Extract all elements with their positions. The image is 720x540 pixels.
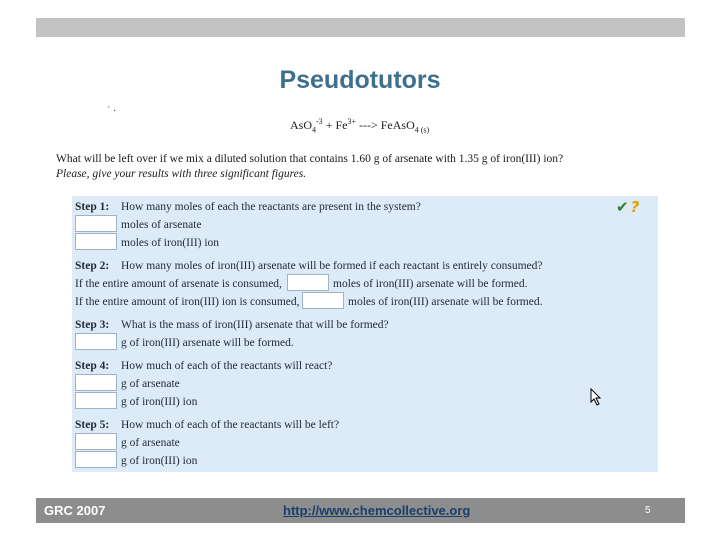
step2-row bbox=[75, 259, 543, 273]
step2-line2-prefix: If the entire amount of iron(III) ion is consumed, bbox=[75, 296, 300, 308]
instruction-text: Please, give your results with three significant figures. bbox=[56, 168, 307, 180]
arsenate-moles-label: moles of arsenate bbox=[121, 219, 202, 231]
iron-react-label: g of iron(III) ion bbox=[121, 396, 198, 408]
step2-line1-prefix: If the entire amount of arsenate is consumed, bbox=[75, 278, 282, 290]
question-text: What will be left over if we mix a diluted solution that contains 1.60 g of arsenate with 1.35 g of iron(III) ion? bbox=[56, 153, 564, 165]
step5-question: How much of each of the reactants will be left? bbox=[121, 419, 340, 431]
feedback-icons bbox=[616, 199, 639, 216]
iron-left-label: g of iron(III) ion bbox=[121, 455, 198, 467]
arsenate-formula: AsO bbox=[290, 118, 313, 132]
arsenate-product-input[interactable] bbox=[287, 274, 329, 291]
slide-title: Pseudotutors bbox=[279, 66, 441, 94]
step4-row bbox=[75, 359, 332, 373]
iron-moles-input[interactable] bbox=[75, 233, 117, 250]
product-mass-input[interactable] bbox=[75, 333, 117, 350]
header-bar bbox=[36, 18, 685, 37]
footer-link[interactable]: http://www.chemcollective.org bbox=[283, 503, 471, 518]
page-number: 5 bbox=[645, 505, 651, 516]
iron-moles-label: moles of iron(III) ion bbox=[121, 237, 220, 249]
question-mark-icon[interactable]: ? bbox=[630, 198, 640, 216]
step4-label: Step 4: bbox=[75, 360, 110, 372]
step1-question: How many moles of each the reactants are present in the system? bbox=[121, 201, 421, 213]
step1-row bbox=[75, 200, 421, 214]
footer-conference: GRC 2007 bbox=[44, 503, 106, 518]
iron-formula: + Fe bbox=[322, 118, 348, 132]
arsenate-moles-input[interactable] bbox=[75, 215, 117, 232]
arsenate-left-input[interactable] bbox=[75, 433, 117, 450]
footer-bar bbox=[36, 498, 685, 523]
arsenate-left-label: g of arsenate bbox=[121, 437, 180, 449]
step5-row bbox=[75, 418, 339, 432]
step3-question: What is the mass of iron(III) arsenate that will be formed? bbox=[121, 319, 389, 331]
arsenate-subscript: 4 bbox=[312, 125, 317, 135]
step2-line2-suffix: moles of iron(III) arsenate will be formed. bbox=[348, 296, 543, 308]
product-formula: ---> FeAsO bbox=[355, 118, 415, 132]
step2-question: How many moles of iron(III) arsenate will be formed if each reactant is entirely consumed? bbox=[121, 260, 543, 272]
step2-label: Step 2: bbox=[75, 260, 110, 272]
step4-question: How much of each of the reactants will react? bbox=[121, 360, 333, 372]
reaction-equation bbox=[290, 117, 429, 134]
checkmark-icon[interactable]: ✔ bbox=[616, 198, 629, 216]
step1-label: Step 1: bbox=[75, 201, 110, 213]
product-subscript: 4 (s) bbox=[414, 125, 430, 135]
step2-line1-suffix: moles of iron(III) arsenate will be formed. bbox=[333, 278, 528, 290]
iron-react-input[interactable] bbox=[75, 392, 117, 409]
arsenate-charge: -3 bbox=[316, 117, 323, 126]
iron-product-input[interactable] bbox=[302, 292, 344, 309]
problem-statement bbox=[56, 152, 563, 182]
product-mass-label: g of iron(III) arsenate will be formed. bbox=[121, 337, 294, 349]
mouse-pointer-icon bbox=[590, 388, 602, 406]
arsenate-react-input[interactable] bbox=[75, 374, 117, 391]
step3-label: Step 3: bbox=[75, 319, 110, 331]
stray-marks: ` · bbox=[107, 106, 117, 117]
iron-charge: 3+ bbox=[347, 117, 356, 126]
arsenate-react-label: g of arsenate bbox=[121, 378, 180, 390]
iron-left-input[interactable] bbox=[75, 451, 117, 468]
step5-label: Step 5: bbox=[75, 419, 110, 431]
step3-row bbox=[75, 318, 389, 332]
